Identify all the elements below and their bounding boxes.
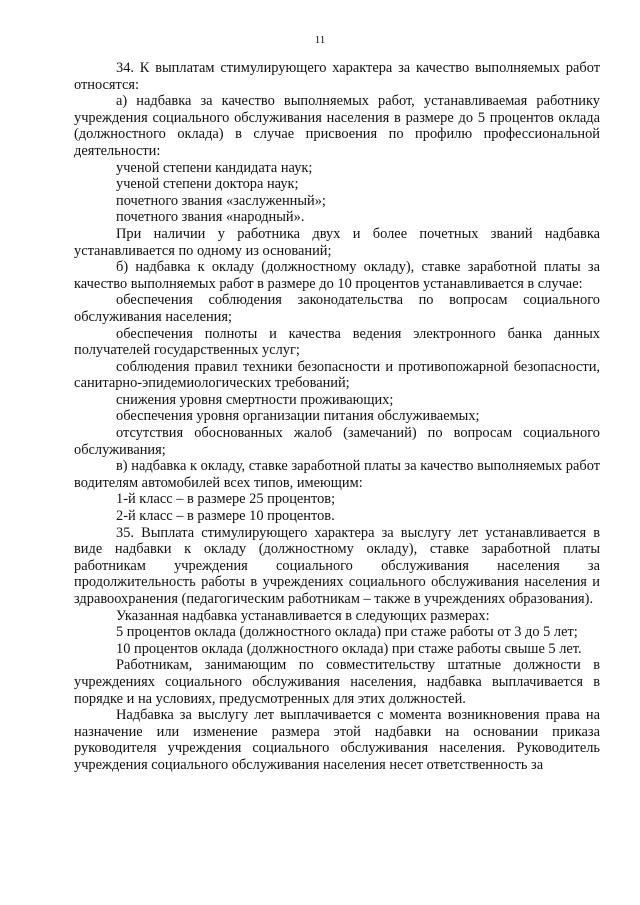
list-item: почетного звания «заслуженный»; <box>116 192 326 209</box>
paragraph: отсутствия обоснованных жалоб (замечаний) по вопросам социального обслуживания; <box>74 425 600 458</box>
list-item: ученой степени доктора наук; <box>116 176 299 193</box>
paragraph: соблюдения правил техники безопасности и противопожарной безопасности, санитарно-эпидемиологических требований; <box>74 358 600 392</box>
list-item: обеспечения уровня организации питания обслуживаемых; <box>116 408 480 425</box>
paragraph: а) надбавка за качество выполняемых работ, устанавливаемая работнику учреждения социального обслуживания населения в размере до 5 процентов оклада (должностного оклада) в случае присвоения по профилю профессиональной деятельности: <box>74 93 600 159</box>
paragraph: б) надбавка к окладу (должностному окладу), ставке заработной платы за качество выполняемых работ в размере до 10 процентов устанавливается в случае: <box>74 259 600 292</box>
paragraph: обеспечения соблюдения законодательства по вопросам социального обслуживания населения; <box>74 292 600 325</box>
list-item: почетного звания «народный». <box>116 209 305 226</box>
page-number: 11 <box>314 34 326 46</box>
paragraph: в) надбавка к окладу, ставке заработной платы за качество выполняемых работ водителям автомобилей всех типов, имеющим: <box>74 458 600 491</box>
paragraph: 35. Выплата стимулирующего характера за выслугу лет устанавливается в виде надбавки к окладу (должностному окладу), ставке заработной платы работникам учреждения социального обслуживания населения за продолжительность работы в учреждениях социального обслуживания населения и здравоохранения (педагогическим работникам – также в учреждениях образования). <box>74 524 600 607</box>
paragraph: 5 процентов оклада (должностного оклада) при стаже работы от 3 до 5 лет; <box>116 624 578 641</box>
paragraph: Надбавка за выслугу лет выплачивается с момента возникновения права на назначение или изменение размера этой надбавки на основании приказа руководителя учреждения социального обслуживания населения. Руководитель учреждения социального обслуживания населения несет ответственность за <box>74 707 600 773</box>
list-item: 1-й класс – в размере 25 процентов; <box>116 491 336 508</box>
paragraph: Работникам, занимающим по совместительству штатные должности в учреждениях социального обслуживания населения, надбавка выплачивается в порядке и на условиях, предусмотренных для этих должностей. <box>74 657 600 707</box>
list-item: 2-й класс – в размере 10 процентов. <box>116 508 335 525</box>
list-item: снижения уровня смертности проживающих; <box>116 391 394 408</box>
paragraph: обеспечения полноты и качества ведения электронного банка данных получателей государственных услуг; <box>74 325 600 359</box>
paragraph: 34. К выплатам стимулирующего характера за качество выполняемых работ относятся: <box>74 60 600 93</box>
paragraph: Указанная надбавка устанавливается в следующих размерах: <box>116 607 490 624</box>
paragraph: 10 процентов оклада (должностного оклада) при стаже работы свыше 5 лет. <box>116 640 582 657</box>
document-body <box>74 60 600 774</box>
list-item: ученой степени кандидата наук; <box>116 159 313 176</box>
paragraph: При наличии у работника двух и более почетных званий надбавка устанавливается по одному из оснований; <box>74 225 600 259</box>
